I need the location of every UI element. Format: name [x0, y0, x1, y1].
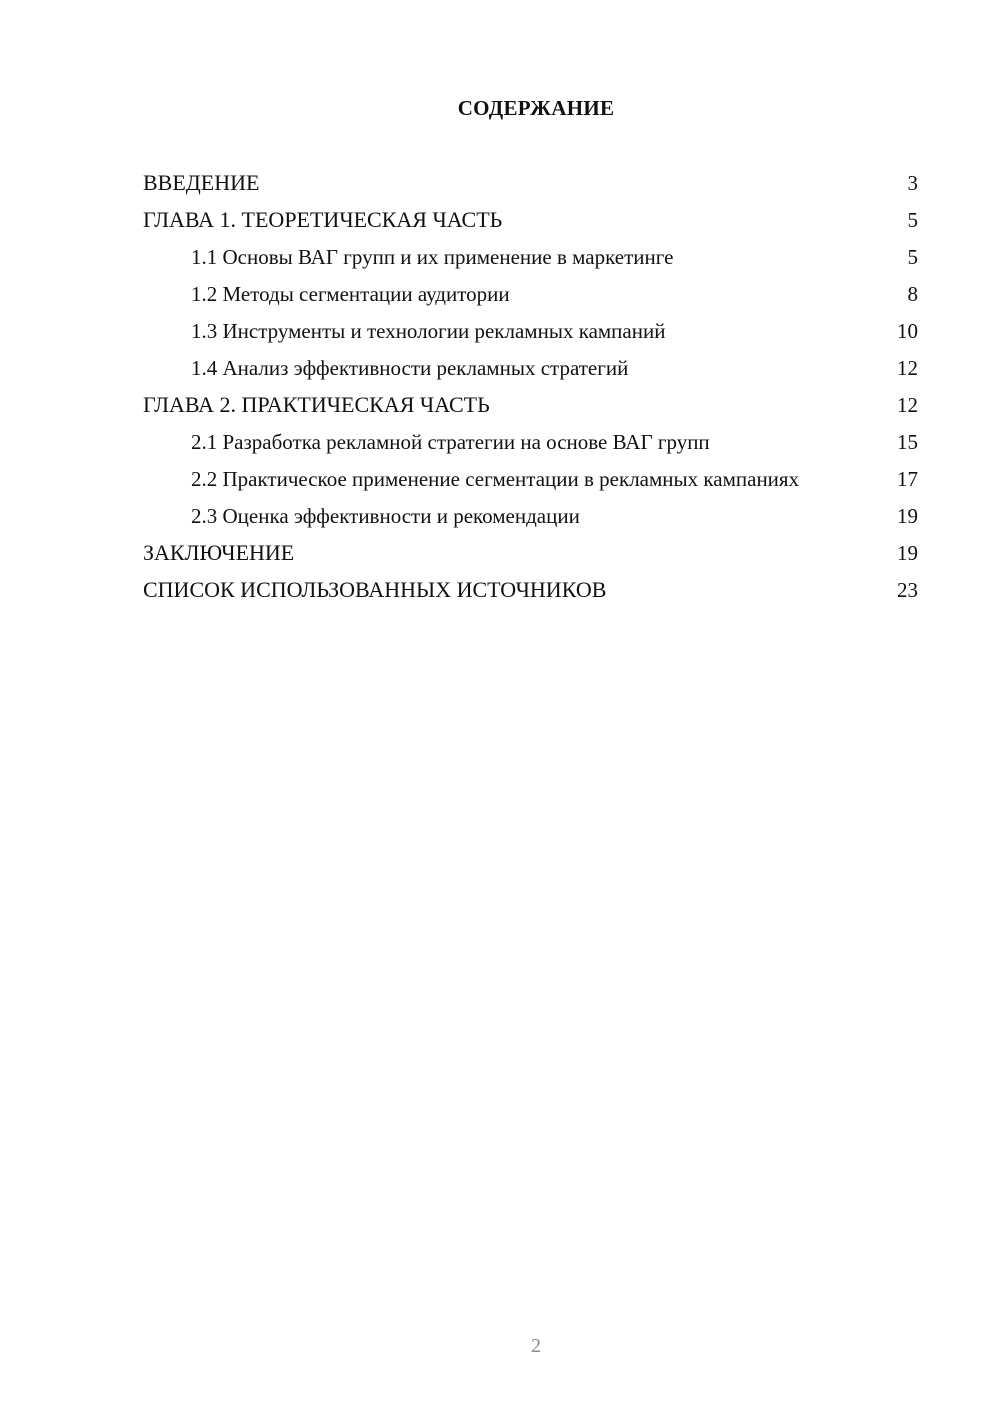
- toc-entry-page: 3: [907, 171, 918, 195]
- toc-entry-conclusion: [143, 540, 918, 566]
- toc-entry-section-1-1: [143, 244, 918, 270]
- toc-entry-label: ГЛАВА 1. ТЕОРЕТИЧЕСКАЯ ЧАСТЬ: [143, 207, 503, 232]
- toc-title: СОДЕРЖАНИЕ: [457, 96, 615, 120]
- toc-entry-label: ВВЕДЕНИЕ: [143, 170, 260, 195]
- toc-entry-label: 2.2 Практическое применение сегментации в рекламных кампаниях: [191, 467, 800, 491]
- toc-entry-introduction: [143, 170, 918, 196]
- toc-entry-section-2-3: [143, 503, 918, 529]
- toc-entry-section-1-3: [143, 318, 918, 344]
- toc-entry-page: 10: [897, 319, 918, 343]
- toc-entry-label: СПИСОК ИСПОЛЬЗОВАННЫХ ИСТОЧНИКОВ: [143, 577, 607, 602]
- toc-entry-label: 1.3 Инструменты и технологии рекламных кампаний: [191, 319, 666, 343]
- toc-entry-page: 19: [897, 504, 918, 528]
- toc-entry-page: 5: [907, 245, 918, 269]
- toc-entry-page: 5: [907, 208, 918, 232]
- toc-entry-label: ГЛАВА 2. ПРАКТИЧЕСКАЯ ЧАСТЬ: [143, 392, 490, 417]
- toc-entry-section-1-4: [143, 355, 918, 381]
- toc-entry-chapter-2: [143, 392, 918, 418]
- toc-entry-label: 2.1 Разработка рекламной стратегии на основе ВАГ групп: [191, 430, 710, 454]
- toc-entry-label: ЗАКЛЮЧЕНИЕ: [143, 540, 295, 565]
- toc-entry-chapter-1: [143, 207, 918, 233]
- toc-entry-page: 17: [897, 467, 918, 491]
- toc-entry-page: 15: [897, 430, 918, 454]
- toc-entry-page: 19: [897, 541, 918, 565]
- toc-entry-page: 12: [897, 356, 918, 380]
- toc-entry-label: 1.1 Основы ВАГ групп и их применение в маркетинге: [191, 245, 674, 269]
- toc-entry-page: 23: [897, 578, 918, 602]
- toc-entry-section-2-2: [143, 466, 918, 492]
- table-of-contents: [143, 170, 918, 614]
- toc-entry-page: 12: [897, 393, 918, 417]
- toc-entry-page: 8: [907, 282, 918, 306]
- toc-entry-label: 1.2 Методы сегментации аудитории: [191, 282, 510, 306]
- toc-entry-label: 2.3 Оценка эффективности и рекомендации: [191, 504, 580, 528]
- toc-entry-label: 1.4 Анализ эффективности рекламных стратегий: [191, 356, 629, 380]
- page-number: 2: [531, 1335, 541, 1357]
- toc-entry-section-1-2: [143, 281, 918, 307]
- toc-entry-section-2-1: [143, 429, 918, 455]
- toc-entry-references: [143, 577, 918, 603]
